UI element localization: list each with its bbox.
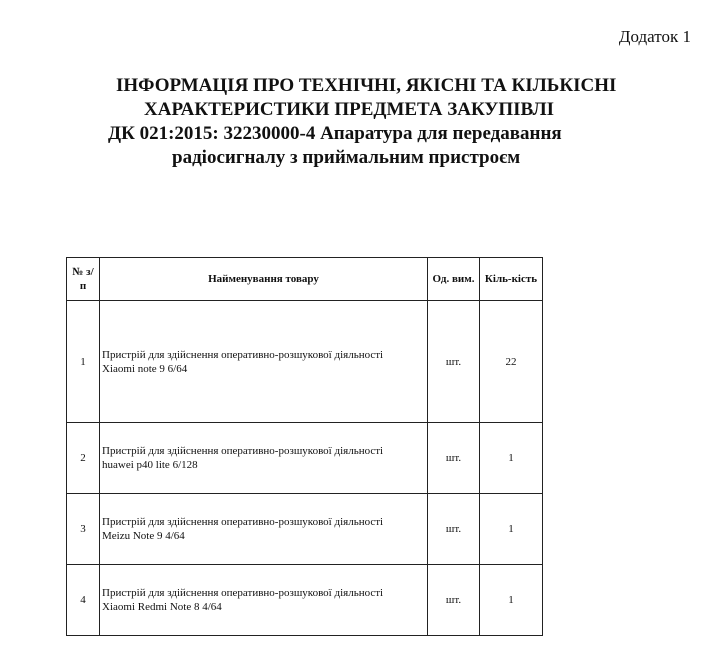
row-number: 3 [67,494,100,565]
table-row [67,494,543,565]
product-description: Пристрій для здійснення оперативно-розшукової діяльності [102,587,384,599]
header-number-line-2: п [79,280,87,292]
row-product-name [100,301,428,423]
title-line-3: ДК 021:2015: 32230000-4 Апаратура для передавання [108,123,562,144]
row-quantity: 22 [480,301,543,423]
product-description: Пристрій для здійснення оперативно-розшукової діяльності [102,516,384,528]
header-number [67,258,100,301]
row-unit: шт. [428,494,480,565]
specification-table [66,257,543,636]
header-quantity: Кіль-кість [480,258,543,301]
row-unit: шт. [428,565,480,636]
row-number: 2 [67,423,100,494]
product-description: Пристрій для здійснення оперативно-розшукової діяльності [102,348,384,361]
document-title [80,74,720,170]
row-number: 1 [67,301,100,423]
title-line-1: ІНФОРМАЦІЯ ПРО ТЕХНІЧНІ, ЯКІСНІ ТА КІЛЬКІСНІ [116,75,617,96]
table-row [67,301,543,423]
row-product-name [100,565,428,636]
header-number-line-1: № з/ [72,266,94,278]
table-row [67,565,543,636]
product-model: Xiaomi note 9 6/64 [102,362,188,375]
row-product-name [100,423,428,494]
table-row [67,423,543,494]
product-model: Xiaomi Redmi Note 8 4/64 [102,601,222,613]
appendix-label: Додаток 1 [618,27,691,46]
row-quantity: 1 [480,494,543,565]
product-model: Meizu Note 9 4/64 [102,530,185,542]
product-description: Пристрій для здійснення оперативно-розшукової діяльності [102,445,384,457]
header-product-name: Найменування товару [100,258,428,301]
table-header-row [67,258,543,301]
row-quantity: 1 [480,565,543,636]
row-product-name [100,494,428,565]
product-model: huawei p40 lite 6/128 [102,459,198,471]
row-unit: шт. [428,423,480,494]
title-line-4: радіосигналу з приймальним пристроєм [172,147,521,168]
header-unit: Од. вим. [428,258,480,301]
title-line-2: ХАРАКТЕРИСТИКИ ПРЕДМЕТА ЗАКУПІВЛІ [144,99,555,120]
row-number: 4 [67,565,100,636]
row-quantity: 1 [480,423,543,494]
row-unit: шт. [428,301,480,423]
